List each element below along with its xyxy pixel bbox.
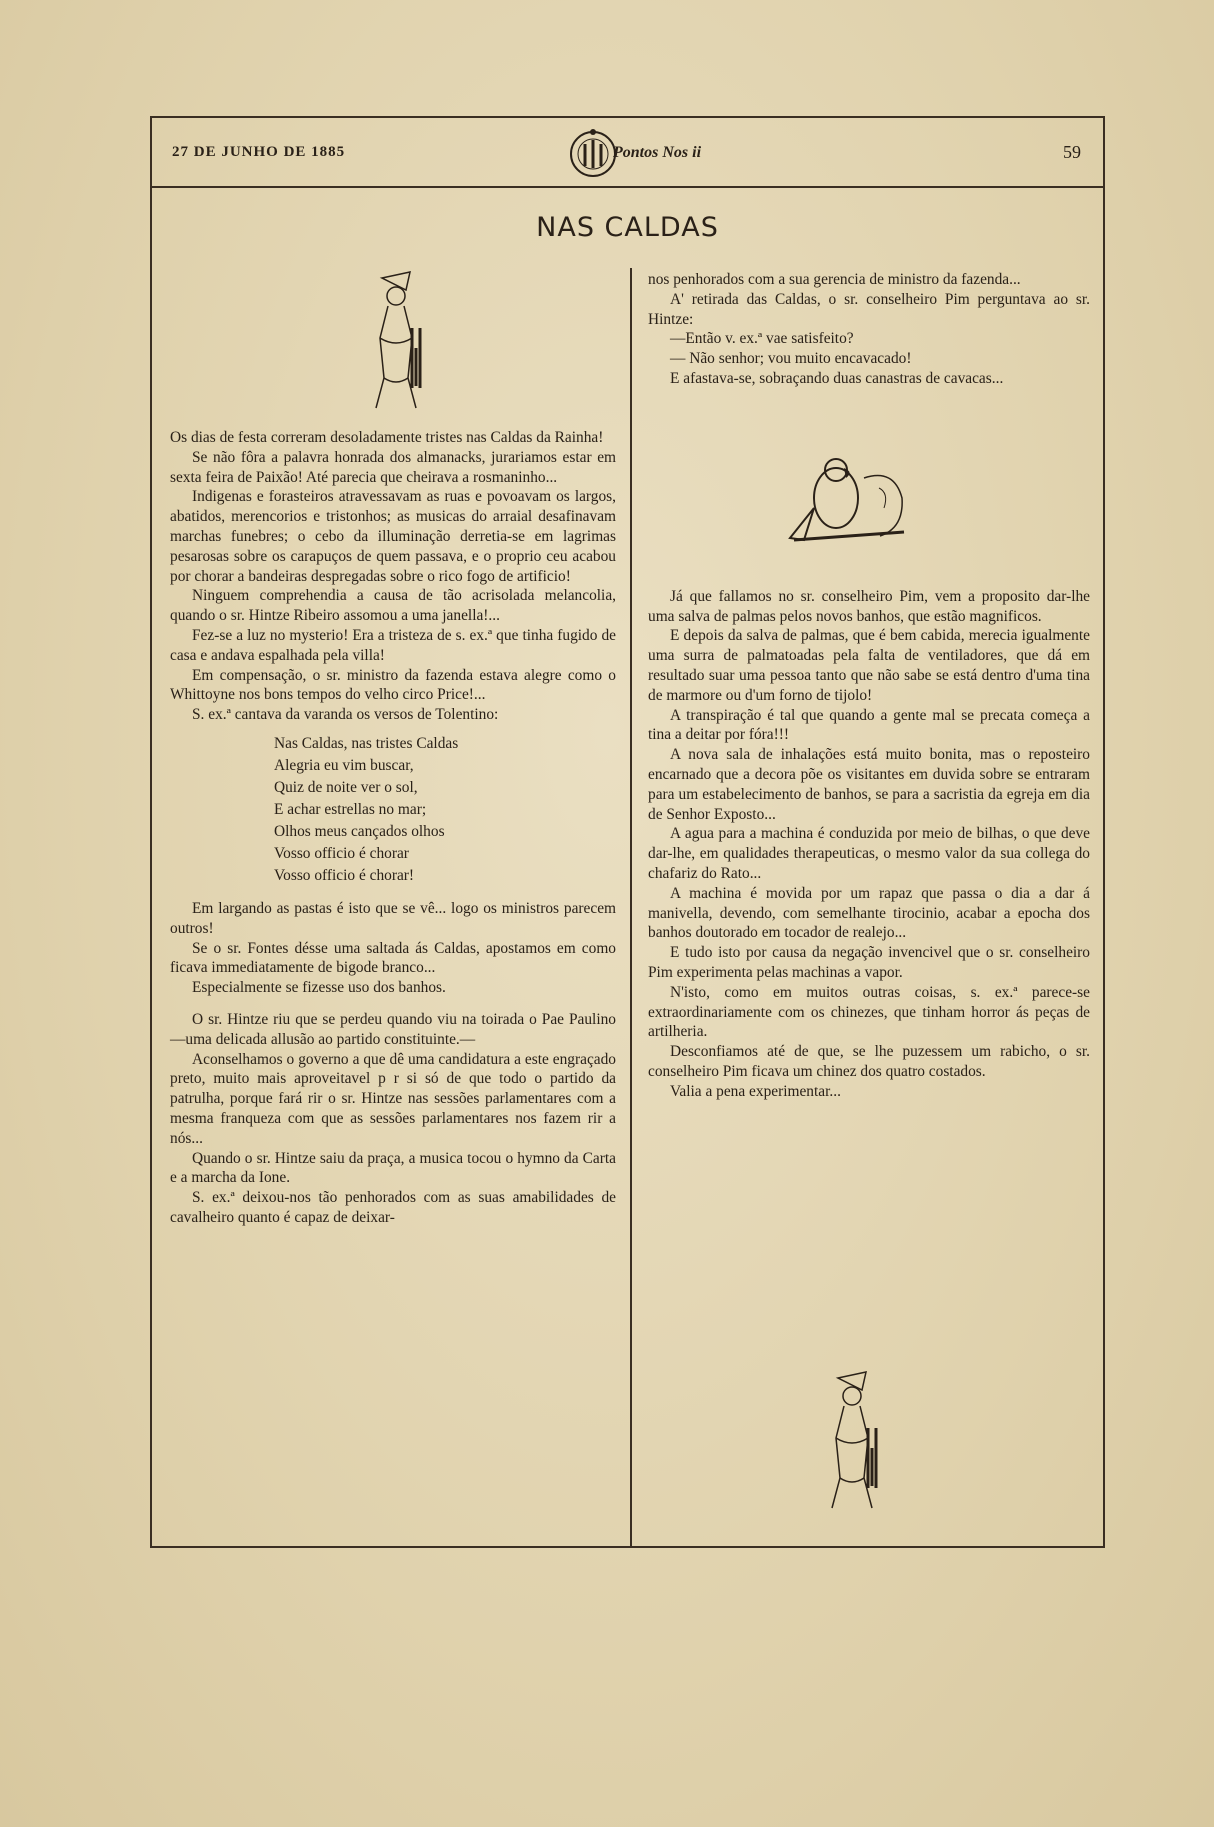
paragraph: A' retirada das Caldas, o sr. conselheiro Pim perguntava ao sr. Hintze: xyxy=(648,290,1090,328)
paragraph: Se não fôra a palavra honrada dos almanacks, jurariamos estar em sexta feira de Paixão! Até parecia que cheirava a rosmaninho... xyxy=(170,448,616,486)
paragraph: S. ex.ª deixou-nos tão penhorados com as suas amabilidades de cavalheiro quanto é capaz de deixar- xyxy=(170,1189,616,1226)
issue-date: 27 DE JUNHO DE 1885 xyxy=(172,144,346,160)
paragraph: Desconfiamos até de que, se lhe puzessem um rabicho, o sr. conselheiro Pim ficava um chinez dos quatro costados. xyxy=(648,1043,1090,1080)
paragraph: Especialmente se fizesse uso dos banhos. xyxy=(192,979,446,997)
jester-figure-icon xyxy=(818,1368,888,1518)
paragraph: S. ex.ª cantava da varanda os versos de Tolentino: xyxy=(192,706,499,724)
verse-line: Vosso officio é chorar xyxy=(274,844,409,862)
paragraph: Indigenas e forasteiros atravessavam as ruas e povoavam os largos, abatidos, merencorios e tristonhos; as musicas do arraial desafinavam marchas funebres; o cebo da illuminação derretia-se em lagrimas pesarosas sobre os carapuços de quem passava, e o proprio ceu acabou por chorar a bandeiras despregadas sobre o rico fogo de artificio! xyxy=(170,488,616,585)
paragraph: A nova sala de inhalações está muito bonita, mas o reposteiro encarnado que a decora põe os visitantes em duvida sobre se entraram para um estabelecimento de banhos, se para a sacristia da egreja em dia de Senhor Exposto... xyxy=(648,746,1090,823)
page-frame xyxy=(150,116,1105,1548)
paragraph: E depois da salva de palmas, que é bem cabida, merecia igualmente uma surra de palmatoadas pela falta de ventiladores, que dá em resultado suar uma pessoa tanto que não sabe se está dentro d'uma tina de marmore ou d'um forno de tijolo! xyxy=(648,627,1090,704)
column-divider xyxy=(630,268,632,1548)
page-number: 59 xyxy=(1063,142,1081,162)
paragraph: — Não senhor; vou muito encavacado! xyxy=(670,350,912,368)
paragraph: Valia a pena experimentar... xyxy=(670,1082,841,1100)
paragraph: O sr. Hintze riu que se perdeu quando viu na toirada o Pae Paulino—uma delicada allusão ao partido constituinte.— xyxy=(170,1010,616,1048)
right-column xyxy=(648,270,1090,1102)
masthead-logo xyxy=(567,124,707,182)
paragraph: Em largando as pastas é isto que se vê... logo os ministros parecem outros! xyxy=(170,899,616,937)
paragraph: Se o sr. Fontes désse uma saltada ás Caldas, apostamos em como ficava immediatamente de bigode branco... xyxy=(170,939,616,977)
article-title: NAS CALDAS xyxy=(536,212,719,243)
paragraph: Aconselhamos o governo a que dê uma candidatura a este engraçado preto, muito mais aproveitavel p r si só de que todo o partido da patrulha, porque fará rir o sr. Hintze nas sessões parlamentares com a mesma franqueza com que as sessões parlamentares nos fazem rir a nós... xyxy=(170,1050,616,1147)
paragraph: Fez-se a luz no mysterio! Era a tristeza de s. ex.ª que tinha fugido de casa e andava espalhada pela villa! xyxy=(170,626,616,664)
paragraph: Em compensação, o sr. ministro da fazenda estava alegre como o Whittoyne nos bons tempos do velho circo Price!... xyxy=(170,666,616,704)
masthead-title: Pontos Nos ii xyxy=(613,144,702,161)
paragraph: —Então v. ex.ª vae satisfeito? xyxy=(670,330,854,348)
page-header xyxy=(152,118,1103,188)
paragraph: A machina é movida por um rapaz que passa o dia a dar á manivella, devendo, com semelhante tirocinio, acabar a epocha dos banhos doutorado em tocador de realejo... xyxy=(648,884,1090,942)
paragraph: Os dias de festa correram desoladamente tristes nas Caldas da Rainha! xyxy=(170,429,604,446)
paragraph: A agua para a machina é conduzida por meio de bilhas, o que deve dar-lhe, em qualidades therapeuticas, o mesmo valor da sua collega do chafariz do Rato... xyxy=(648,825,1090,882)
paragraph: E tudo isto por causa da negação invencivel que o sr. conselheiro Pim experimenta pelas machinas a vapor. xyxy=(648,944,1090,981)
paragraph: nos penhorados com a sua gerencia de ministro da fazenda... xyxy=(648,271,1021,288)
verse-line: E achar estrellas no mar; xyxy=(274,800,427,818)
verse-line: Olhos meus cançados olhos xyxy=(274,822,445,840)
paragraph: Ninguem comprehendia a causa de tão acrisolada melancolia, quando o sr. Hintze Ribeiro assomou a uma janella!... xyxy=(170,587,616,625)
verse-line: Nas Caldas, nas tristes Caldas xyxy=(274,734,459,752)
paragraph: A transpiração é tal que quando a gente mal se precata começa a tina a deitar por fóra!!! xyxy=(648,706,1090,744)
paragraph: E afastava-se, sobraçando duas canastras de cavacas... xyxy=(670,369,1004,387)
verse-line: Alegria eu vim buscar, xyxy=(274,756,414,774)
paragraph: Quando o sr. Hintze saiu da praça, a musica tocou o hymno da Carta e a marcha da Ione. xyxy=(170,1149,616,1187)
left-column xyxy=(170,428,616,1228)
paragraph: Já que fallamos no sr. conselheiro Pim, vem a proposito dar-lhe uma salva de palmas pelos novos banhos, que estão magnificos. xyxy=(648,587,1090,625)
poem-verse xyxy=(274,733,616,887)
jester-figure-icon xyxy=(362,268,432,418)
verse-line: Quiz de noite ver o sol, xyxy=(274,778,418,796)
paragraph: N'isto, como em muitos outras coisas, s. ex.ª parece-se extraordinariamente com os chinezes, que tinham horror ás peças de artilheria. xyxy=(648,983,1090,1041)
illustration-space xyxy=(648,389,1090,587)
verse-line: Vosso officio é chorar! xyxy=(274,866,415,884)
